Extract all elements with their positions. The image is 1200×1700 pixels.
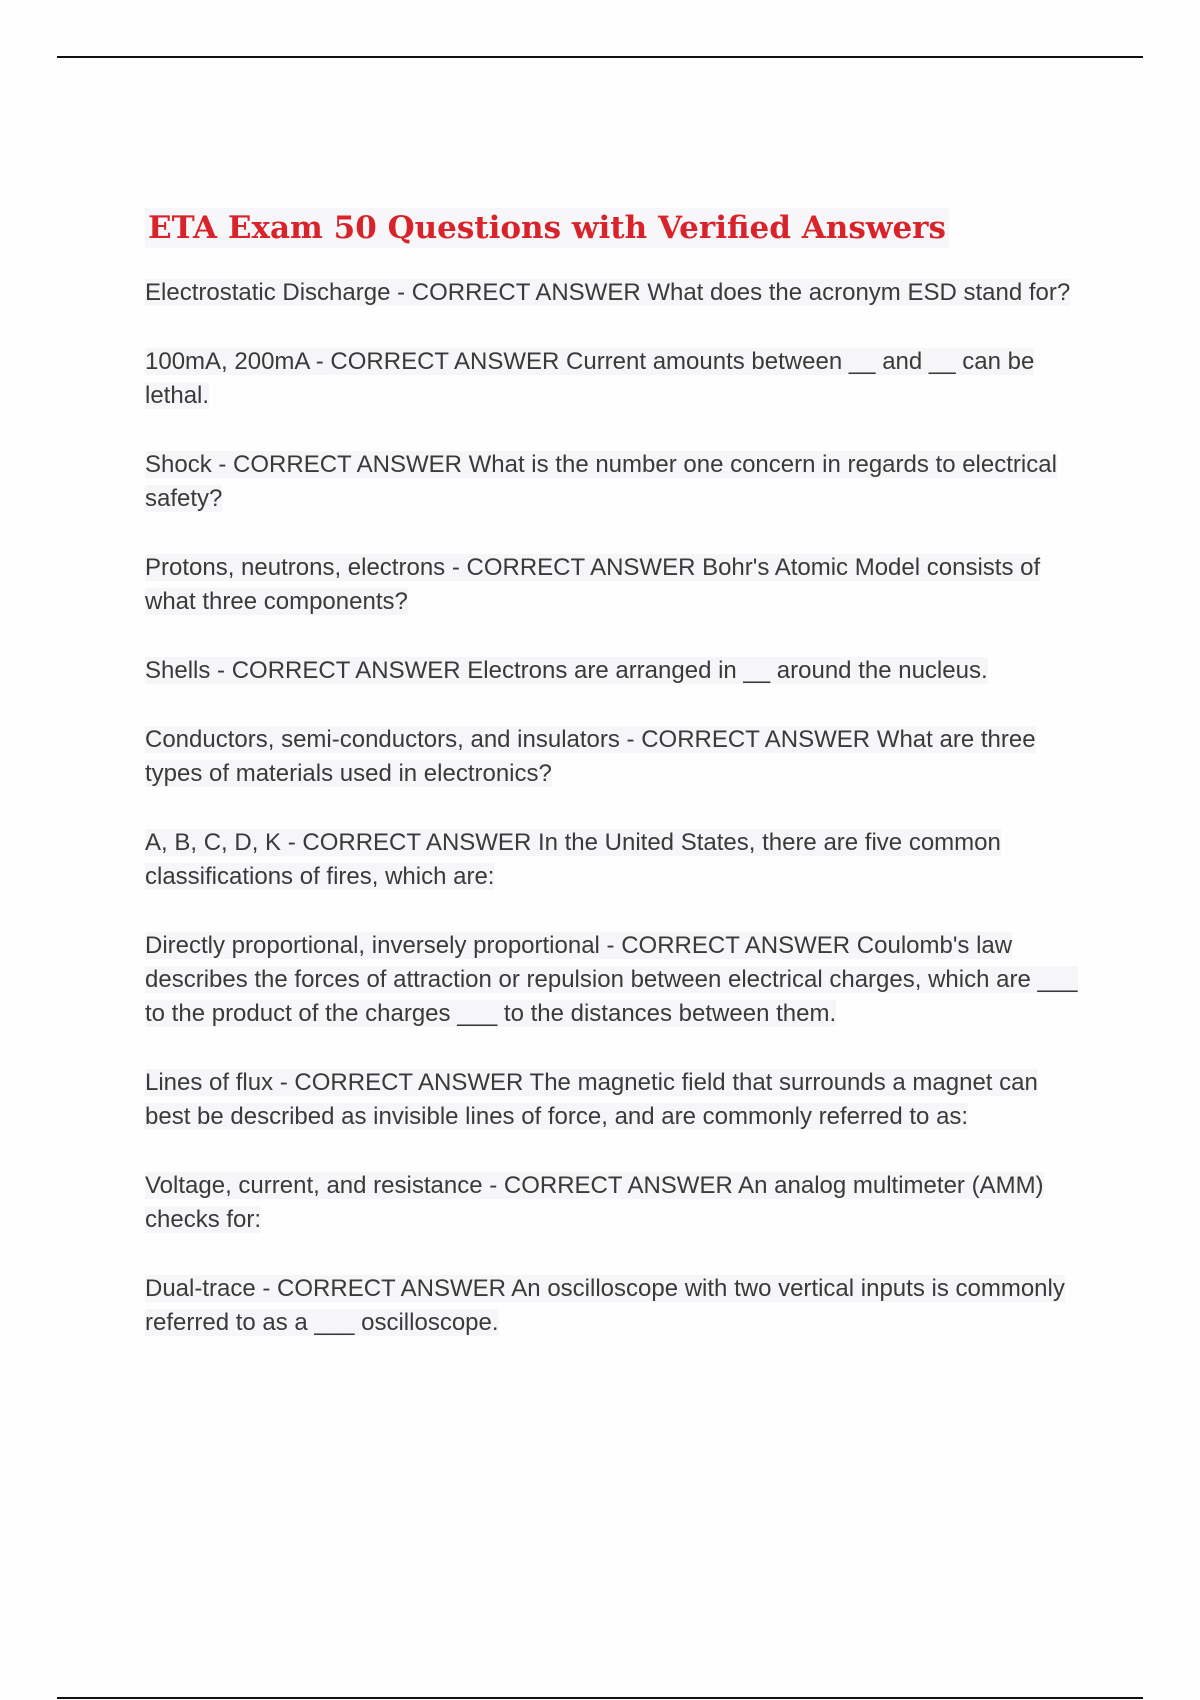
qa-item — [145, 276, 1085, 310]
qa-item-text: Dual-trace - CORRECT ANSWER An oscilloscope with two vertical inputs is commonly referred to as a ___ oscilloscope. — [145, 1275, 1065, 1337]
qa-item-text: 100mA, 200mA - CORRECT ANSWER Current amounts between __ and __ can be lethal. — [145, 348, 1035, 410]
top-divider — [57, 56, 1143, 58]
qa-item — [145, 1272, 1085, 1340]
qa-item-text: Protons, neutrons, electrons - CORRECT ANSWER Bohr's Atomic Model consists of what three components? — [145, 554, 1041, 616]
qa-item — [145, 654, 1085, 688]
qa-item-text: Conductors, semi-conductors, and insulators - CORRECT ANSWER What are three types of materials used in electronics? — [145, 726, 1036, 788]
qa-item-text: Shells - CORRECT ANSWER Electrons are arranged in __ around the nucleus. — [145, 657, 988, 685]
qa-item-text: Lines of flux - CORRECT ANSWER The magnetic field that surrounds a magnet can best be described as invisible lines of force, and are commonly referred to as: — [145, 1069, 1038, 1131]
document-title: ETA Exam 50 Questions with Verified Answers — [145, 208, 949, 248]
qa-item — [145, 826, 1085, 894]
qa-item — [145, 1169, 1085, 1237]
qa-item-text: Electrostatic Discharge - CORRECT ANSWER What does the acronym ESD stand for? — [145, 279, 1071, 307]
qa-item — [145, 1066, 1085, 1134]
qa-item — [145, 723, 1085, 791]
bottom-divider — [57, 1697, 1143, 1699]
qa-item — [145, 448, 1085, 516]
qa-item-text: Shock - CORRECT ANSWER What is the number one concern in regards to electrical safety? — [145, 451, 1057, 513]
qa-list — [145, 276, 1085, 1340]
qa-item-text: Directly proportional, inversely proportional - CORRECT ANSWER Coulomb's law describes the forces of attraction or repulsion between electrical charges, which are ___ to the product of the charges ___ to the distances between them. — [145, 932, 1078, 1028]
qa-item — [145, 929, 1085, 1031]
qa-item-text: A, B, C, D, K - CORRECT ANSWER In the United States, there are five common classifications of fires, which are: — [145, 829, 1001, 891]
qa-item — [145, 551, 1085, 619]
qa-item-text: Voltage, current, and resistance - CORRECT ANSWER An analog multimeter (AMM) checks for: — [145, 1172, 1044, 1234]
qa-item — [145, 345, 1085, 413]
document-content — [145, 208, 1085, 1375]
